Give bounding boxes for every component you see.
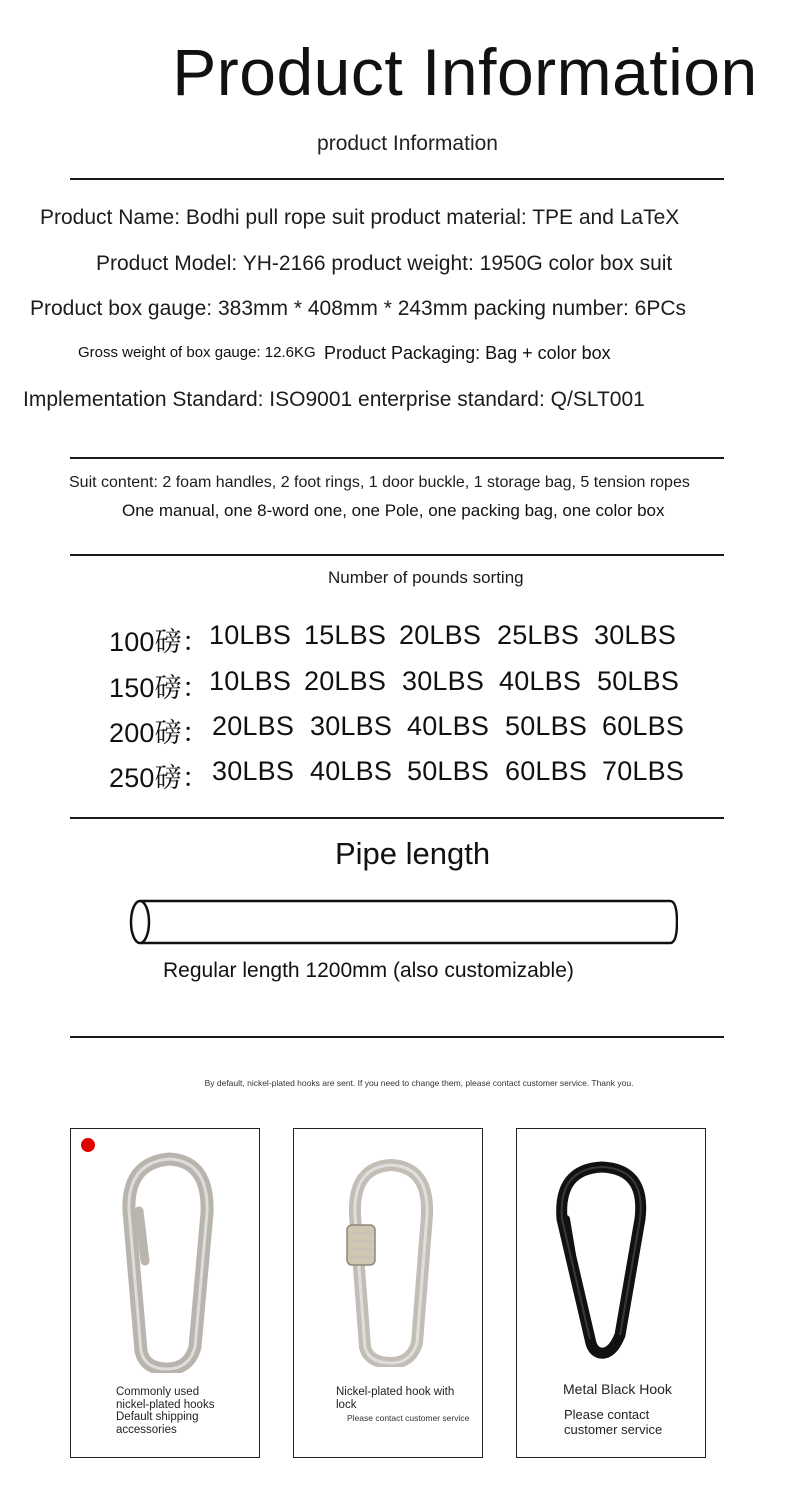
locking-carabiner-icon — [339, 1157, 439, 1367]
pound-row-label: 150磅： — [109, 673, 210, 703]
pound-value: 60LBS — [602, 711, 685, 741]
hook-option-nickel[interactable] — [70, 1128, 260, 1458]
info-line-gross-weight: Gross weight of box gauge: 12.6KG — [78, 344, 316, 361]
hook-caption-contact: Please contact customer service — [564, 1407, 663, 1437]
pipe-caption: Regular length 1200mm (also customizable) — [163, 959, 574, 982]
pipe-illustration — [128, 898, 678, 946]
info-line-box-gauge: Product box gauge: 383mm * 408mm * 243mm packing number: 6PCs — [30, 297, 686, 320]
pound-value: 30LBS — [402, 666, 485, 696]
page-subtitle: product Information — [317, 132, 498, 155]
black-carabiner-icon — [550, 1159, 660, 1359]
pound-value: 10LBS — [209, 666, 292, 696]
suit-content-line1: Suit content: 2 foam handles, 2 foot rings, 1 door buckle, 1 storage bag, 5 tension ropes — [69, 474, 690, 491]
divider — [70, 817, 724, 819]
hooks-note: By default, nickel-plated hooks are sent. If you need to change them, please contact customer service. Thank you. — [204, 1078, 634, 1088]
pipe-heading: Pipe length — [334, 836, 491, 871]
info-line-standard: Implementation Standard: ISO9001 enterprise standard: Q/SLT001 — [23, 388, 645, 411]
pound-value: 20LBS — [304, 666, 387, 696]
hook-caption: Commonly used nickel-plated hooks Default shipping accessories — [116, 1386, 215, 1436]
pound-value: 40LBS — [310, 756, 393, 786]
divider — [70, 178, 724, 180]
pound-value: 30LBS — [212, 756, 295, 786]
divider — [70, 1036, 724, 1038]
carabiner-icon — [111, 1151, 221, 1373]
hook-caption: Nickel-plated hook with lock — [336, 1386, 455, 1411]
hook-caption-contact: Please contact customer service — [347, 1413, 470, 1423]
divider — [70, 554, 724, 556]
pound-value: 30LBS — [310, 711, 393, 741]
pound-value: 40LBS — [499, 666, 582, 696]
pound-value: 25LBS — [497, 620, 580, 650]
suit-content-line2: One manual, one 8-word one, one Pole, one packing bag, one color box — [122, 501, 665, 520]
pound-row-label: 100磅： — [109, 627, 210, 657]
divider — [70, 457, 724, 459]
info-line-name: Product Name: Bodhi pull rope suit product material: TPE and LaTeX — [40, 206, 680, 229]
info-line-model: Product Model: YH-2166 product weight: 1950G color box suit — [96, 252, 673, 275]
pound-value: 15LBS — [304, 620, 387, 650]
pound-row-label: 200磅： — [109, 718, 210, 748]
pound-value: 60LBS — [505, 756, 588, 786]
selected-indicator — [81, 1138, 95, 1152]
pound-value: 50LBS — [407, 756, 490, 786]
pound-row-label: 250磅： — [109, 763, 210, 793]
pound-value: 50LBS — [505, 711, 588, 741]
pound-value: 40LBS — [407, 711, 490, 741]
hook-caption: Metal Black Hook — [563, 1381, 672, 1397]
pound-value: 70LBS — [602, 756, 685, 786]
pound-value: 20LBS — [399, 620, 482, 650]
page-title: Product Information — [172, 35, 758, 109]
pound-value: 10LBS — [209, 620, 292, 650]
pound-value: 20LBS — [212, 711, 295, 741]
pound-value: 50LBS — [597, 666, 680, 696]
hook-option-black[interactable] — [516, 1128, 706, 1458]
info-line-packaging: Product Packaging: Bag + color box — [324, 343, 611, 363]
hook-option-nickel-lock[interactable] — [293, 1128, 483, 1458]
pound-value: 30LBS — [594, 620, 677, 650]
pounds-heading: Number of pounds sorting — [328, 568, 524, 587]
